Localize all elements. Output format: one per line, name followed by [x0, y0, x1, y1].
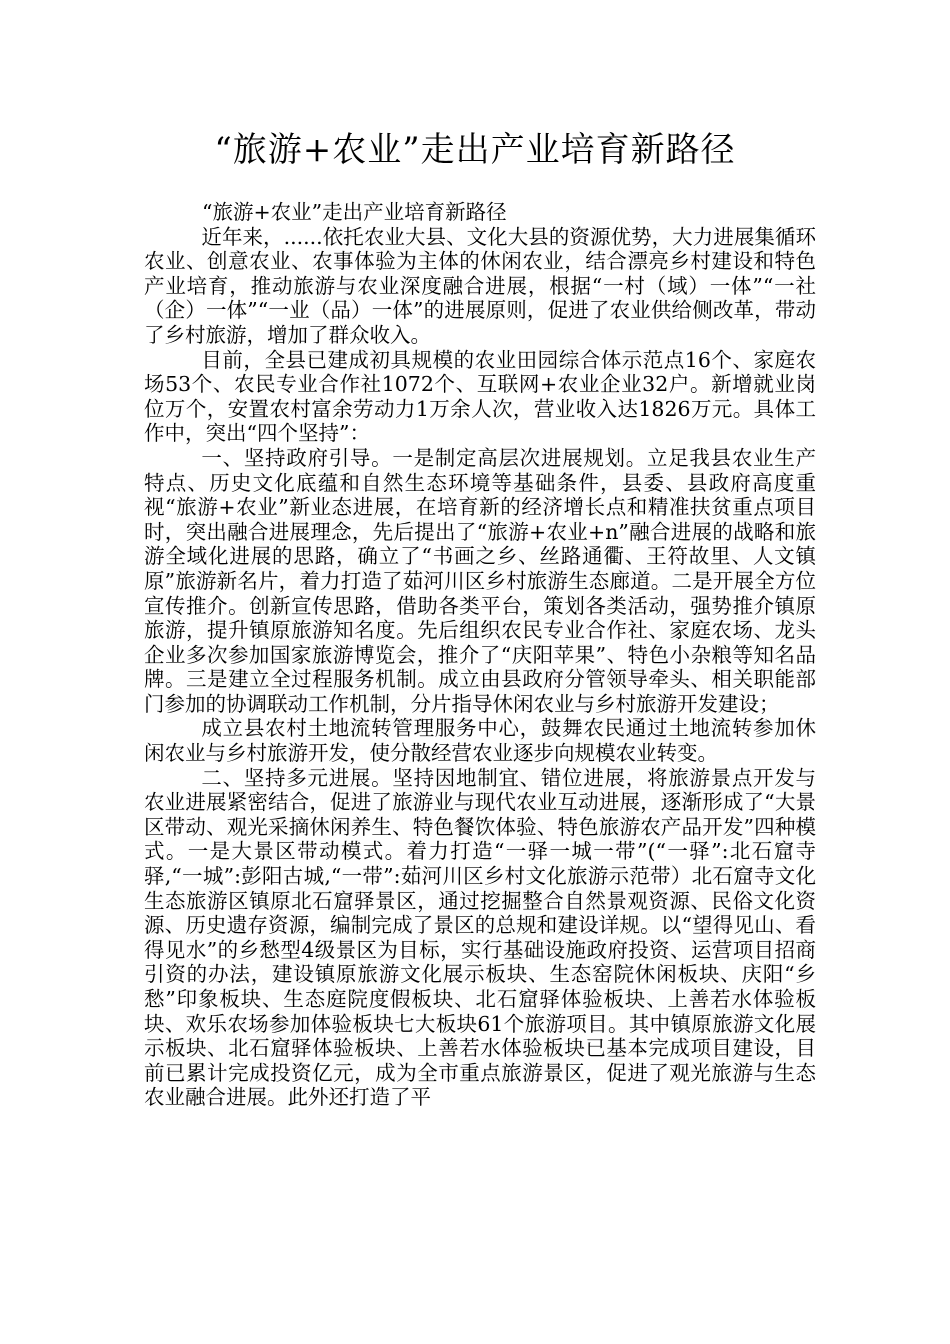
- paragraph-intro: 近年来，......依托农业大县、文化大县的资源优势，大力进展集循环农业、创意农业、农事体验为主体的休闲农业，结合漂亮乡村建设和特色产业培育，推动旅游与农业深度融合进展，根据“一村（域）一体”“一社（企）一体”“一业（品）一体”的进展原则，促进了农业供给侧改革，带动了乡村旅游，增加了群众收入。: [144, 224, 816, 347]
- paragraph-overview: 目前，全县已建成初具规模的农业田园综合体示范点16个、家庭农场53个、农民专业合作社1072个、互联网+农业企业32户。新增就业岗位万个，安置农村富余劳动力1万余人次，营业收入达1826万元。具体工作中，突出“四个坚持”：: [144, 347, 816, 446]
- paragraph-government-guidance: 一、坚持政府引导。一是制定高层次进展规划。立足我县农业生产特点、历史文化底蕴和自然生态环境等基础条件，县委、县政府高度重视“旅游+农业”新业态进展，在培育新的经济增长点和精准扶贫重点项目时，突出融合进展理念，先后提出了“旅游+农业+n”融合进展的战略和旅游全域化进展的思路，确立了“书画之乡、丝路通衢、王符故里、人文镇原”旅游新名片，着力打造了茹河川区乡村旅游生态廊道。二是开展全方位宣传推介。创新宣传思路，借助各类平台，策划各类活动，强势推介镇原旅游，提升镇原旅游知名度。先后组织农民专业合作社、家庭农场、龙头企业多次参加国家旅游博览会，推介了“庆阳苹果”、特色小杂粮等知名品牌。三是建立全过程服务机制。成立由县政府分管领导牵头、相关职能部门参加的协调联动工作机制，分片指导休闲农业与乡村旅游开发建设；: [144, 445, 816, 716]
- document-body: [144, 200, 816, 1110]
- page-title: “旅游+农业”走出产业培育新路径: [214, 130, 736, 170]
- paragraph-diversified-development: 二、坚持多元进展。坚持因地制宜、错位进展，将旅游景点开发与农业进展紧密结合，促进了旅游业与现代农业互动进展，逐渐形成了“大景区带动、观光采摘休闲养生、特色餐饮体验、特色旅游农产品开发”四种模式。一是大景区带动模式。着力打造“一驿一城一带”(“一驿”:北石窟寺驿,“一城”:彭阳古城,“一带”:茹河川区乡村文化旅游示范带）北石窟寺文化生态旅游区镇原北石窟驿景区，通过挖掘整合自然景观资源、民俗文化资源、历史遗存资源，编制完成了景区的总规和建设详规。以“望得见山、看得见水”的乡愁型4级景区为目标，实行基础设施政府投资、运营项目招商引资的办法，建设镇原旅游文化展示板块、生态窑院休闲板块、庆阳“乡愁”印象板块、生态庭院度假板块、北石窟驿体验板块、上善若水体验板块、欢乐农场参加体验板块七大板块61个旅游项目。其中镇原旅游文化展示板块、北石窟驿体验板块、上善若水体验板块已基本完成项目建设，目前已累计完成投资亿元，成为全市重点旅游景区，促进了观光旅游与生态农业融合进展。此外还打造了平: [144, 765, 816, 1110]
- paragraph-land-transfer: 成立县农村土地流转管理服务中心，鼓舞农民通过土地流转参加休闲农业与乡村旅游开发，使分散经营农业逐步向规模农业转变。: [144, 716, 816, 766]
- document-subtitle: “旅游+农业”走出产业培育新路径: [202, 200, 507, 224]
